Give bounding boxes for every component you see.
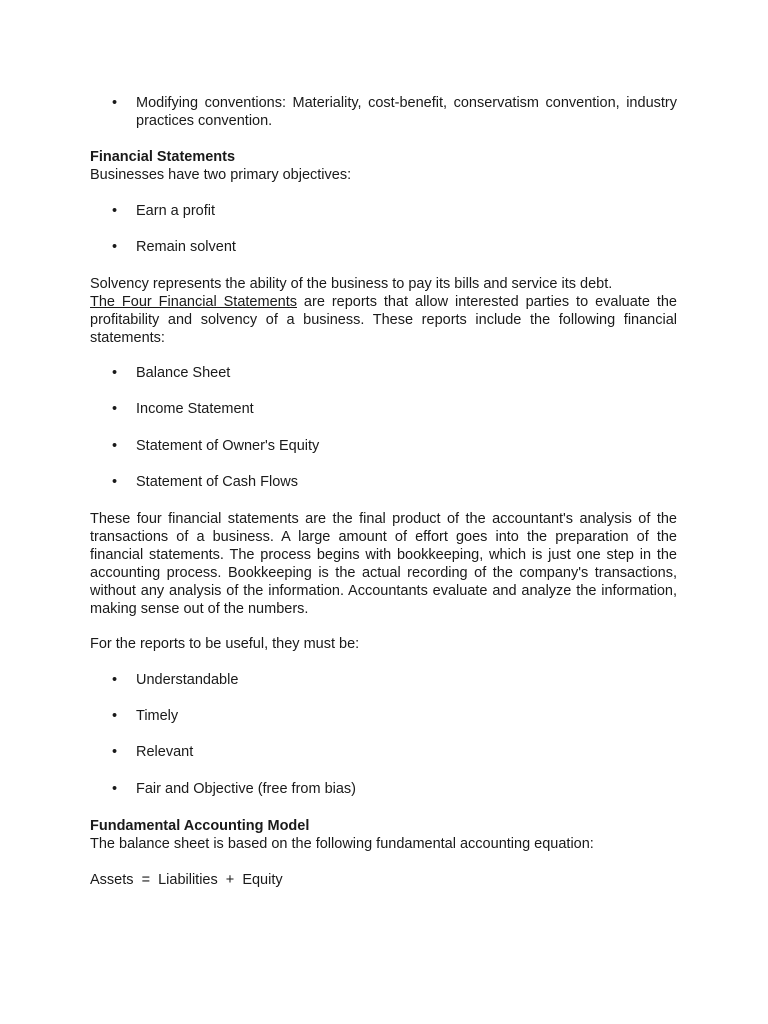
four-statements-text: are reports that allow interested parties to evaluate the profitability and solvency of a business. These reports include the following financial statements: [90, 294, 677, 346]
list-item-statement [112, 364, 677, 382]
list-item-text: Statement of Cash Flows [136, 474, 298, 490]
accounting-equation: Assets = Liabilities + Equity [90, 872, 283, 888]
bullet-marker: • [112, 672, 118, 688]
bullet-marker: • [112, 365, 118, 381]
list-item-quality [112, 707, 677, 725]
bullet-marker: • [112, 203, 118, 219]
bullet-marker: • [112, 239, 118, 255]
list-item-objective [112, 238, 677, 256]
list-item-text: Remain solvent [136, 239, 236, 255]
objectives-intro: Businesses have two primary objectives: [90, 167, 352, 183]
bullet-marker: • [112, 474, 118, 490]
solvency-paragraph: Solvency represents the ability of the business to pay its bills and service its debt. [90, 276, 613, 292]
bullet-marker: • [112, 708, 118, 724]
bullet-marker: • [112, 744, 118, 760]
list-item-objective [112, 202, 677, 220]
list-item-quality [112, 671, 677, 689]
bullet-marker: • [112, 781, 118, 797]
list-item-text: Earn a profit [136, 203, 215, 219]
four-statements-paragraph [90, 293, 677, 347]
list-item-text: Timely [136, 708, 179, 724]
list-item-text: Relevant [136, 744, 194, 760]
list-item-quality [112, 780, 677, 798]
section-heading-fundamental-model: Fundamental Accounting Model [90, 818, 310, 834]
list-item-quality [112, 743, 677, 761]
section-heading-financial-statements: Financial Statements [90, 149, 236, 165]
bullet-marker: • [112, 438, 118, 454]
list-item-modifying-conventions [112, 94, 677, 130]
process-paragraph: These four financial statements are the final product of the accountant's analysis of the transactions of a business. A large amount of effort goes into the preparation of the financial statements. The process begins with bookkeeping, which is just one step in the accounting process. Bookkeeping is the actual recording of the company's transactions, without any analysis of the information. Accountants evaluate and analyze the information, making sense out of the numbers. [90, 511, 677, 617]
list-item-statement [112, 473, 677, 491]
list-item-statement [112, 437, 677, 455]
list-item-text: Fair and Objective (free from bias) [136, 781, 356, 797]
bullet-marker: • [112, 95, 118, 111]
list-item-text: Modifying conventions: Materiality, cost-benefit, conservatism convention, industry practices convention. [136, 95, 677, 129]
list-item-text: Understandable [136, 672, 239, 688]
fundamental-model-intro: The balance sheet is based on the following fundamental accounting equation: [90, 836, 594, 852]
list-item-text: Balance Sheet [136, 365, 231, 381]
list-item-statement [112, 400, 677, 418]
four-statements-link[interactable]: The Four Financial Statements [90, 294, 297, 310]
bullet-marker: • [112, 401, 118, 417]
list-item-text: Income Statement [136, 401, 254, 417]
useful-intro: For the reports to be useful, they must be: [90, 636, 360, 652]
list-item-text: Statement of Owner's Equity [136, 438, 320, 454]
